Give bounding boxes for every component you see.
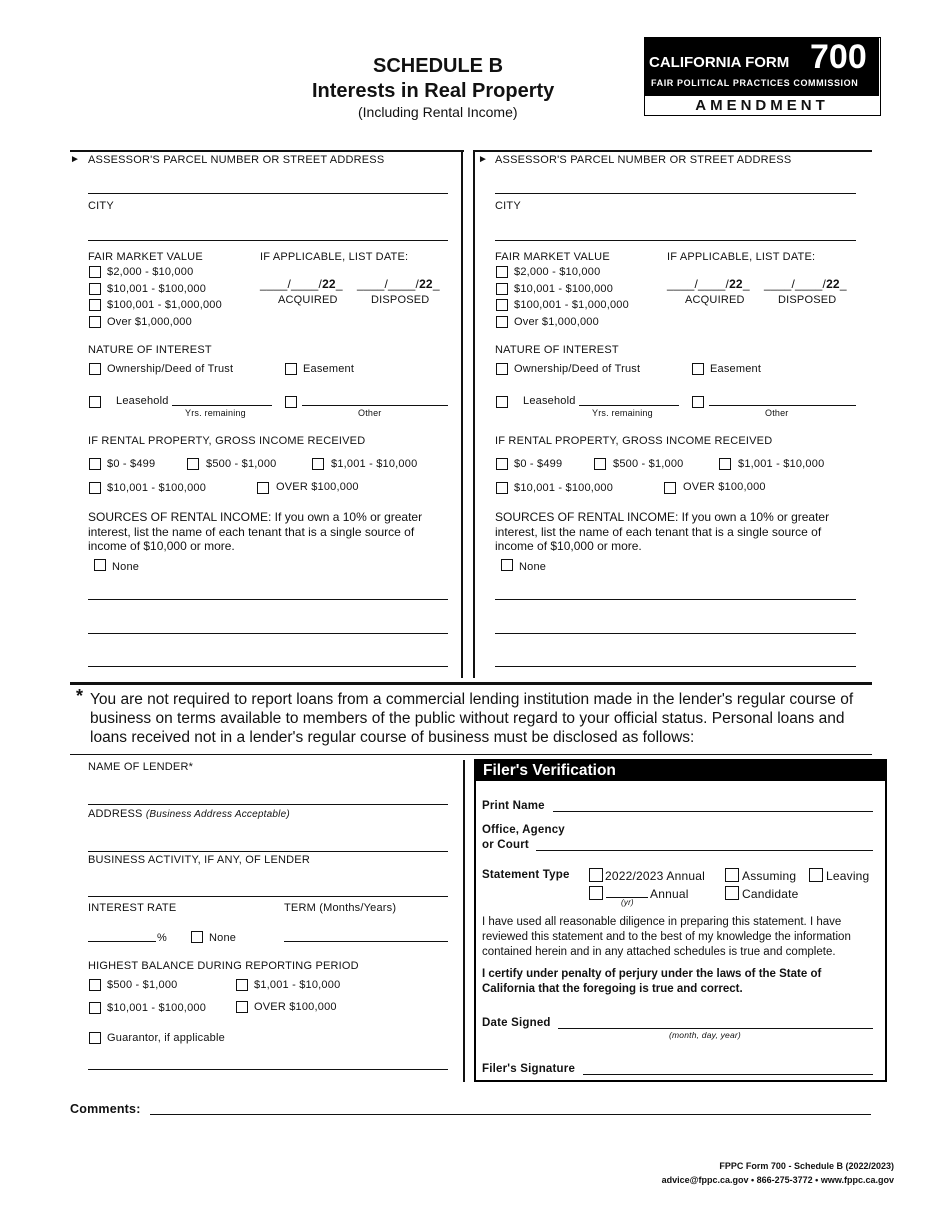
comments-label: Comments: [70, 1102, 141, 1116]
leaving-checkbox[interactable] [809, 868, 823, 882]
assuming-label: Assuming [742, 869, 797, 883]
property-top-rule-right [474, 150, 872, 152]
lender-name-label: NAME OF LENDER* [88, 761, 194, 773]
tenant-line-2[interactable] [495, 633, 856, 634]
fmv-checkbox-3[interactable] [89, 299, 101, 311]
fmv-option-2: $10,001 - $100,000 [107, 283, 207, 295]
asterisk: * [76, 686, 84, 706]
disposed-year: 22 [826, 277, 840, 291]
rental-checkbox-5[interactable] [664, 482, 676, 494]
rental-checkbox-3[interactable] [719, 458, 731, 470]
page-subtitle: (Including Rental Income) [358, 104, 518, 120]
form-badge [644, 37, 881, 116]
candidate-label: Candidate [742, 887, 799, 901]
rental-option-4: $10,001 - $100,000 [514, 482, 614, 494]
rental-checkbox-4[interactable] [496, 482, 508, 494]
rental-option-5: OVER $100,000 [276, 481, 359, 493]
sources-text [88, 510, 448, 554]
fmv-label: FAIR MARKET VALUE [88, 251, 203, 263]
tenant-line-1[interactable] [88, 599, 448, 600]
rental-option-5: OVER $100,000 [683, 481, 766, 493]
diligence-line-2: reviewed this statement and to the best of my knowledge the information [482, 931, 851, 943]
easement-label: Easement [710, 363, 762, 375]
sources-text [495, 510, 856, 554]
disposed-label: DISPOSED [778, 294, 837, 306]
sources-none-checkbox[interactable] [501, 559, 513, 571]
parcel-label: ASSESSOR'S PARCEL NUMBER OR STREET ADDRESS [495, 154, 792, 166]
signature-label: Filer's Signature [482, 1063, 576, 1075]
sources-line-2: interest, list the name of each tenant that is a single source of [495, 524, 822, 539]
balance-option-1: $500 - $1,000 [107, 979, 178, 991]
date-label: IF APPLICABLE, LIST DATE: [667, 251, 816, 263]
city-label: CITY [495, 200, 521, 212]
acquired-date-field[interactable]: ____/____/22_ [260, 277, 343, 291]
print-name-field[interactable] [553, 811, 873, 812]
arrow-icon: ► [70, 154, 81, 165]
lender-address-field[interactable] [88, 851, 448, 852]
guarantor-label: Guarantor, if applicable [107, 1032, 225, 1044]
fmv-option-1: $2,000 - $10,000 [514, 266, 601, 278]
loan-note-rule [70, 754, 872, 755]
column-divider-b [473, 150, 475, 678]
lender-divider [463, 760, 465, 1082]
leasehold-label: Leasehold [523, 395, 576, 407]
form-number: 700 [810, 38, 867, 76]
footer-form-ref: FPPC Form 700 - Schedule B (2022/2023) [719, 1161, 894, 1171]
verification-title: Filer's Verification [483, 762, 616, 779]
page-title: Interests in Real Property [312, 80, 555, 102]
ownership-checkbox[interactable] [89, 363, 101, 375]
commission-label: FAIR POLITICAL PRACTICES COMMISSION [651, 78, 859, 88]
fmv-option-3: $100,001 - $1,000,000 [107, 299, 222, 311]
date-signed-label: Date Signed [482, 1017, 551, 1029]
loan-section-rule [70, 682, 872, 685]
rental-checkbox-3[interactable] [312, 458, 324, 470]
date-signed-field[interactable] [558, 1028, 873, 1029]
assuming-checkbox[interactable] [725, 868, 739, 882]
fmv-checkbox-4[interactable] [496, 316, 508, 328]
signature-field[interactable] [583, 1074, 873, 1075]
year-hint: (yr) [621, 898, 634, 907]
rental-checkbox-5[interactable] [257, 482, 269, 494]
city-label: CITY [88, 200, 114, 212]
balance-option-2: $1,001 - $10,000 [254, 979, 341, 991]
balance-checkbox-2[interactable] [236, 979, 248, 991]
office-label-1: Office, Agency [482, 824, 565, 836]
fmv-checkbox-2[interactable] [496, 283, 508, 295]
certify-line-2: California that the foregoing is true and correct. [482, 983, 743, 995]
date-hint: (month, day, year) [669, 1030, 741, 1040]
tenant-line-1[interactable] [495, 599, 856, 600]
acquired-year: 22 [322, 277, 336, 291]
rental-checkbox-1[interactable] [496, 458, 508, 470]
interest-rate-label: INTEREST RATE [88, 902, 177, 914]
other-checkbox[interactable] [285, 396, 297, 408]
rental-label: IF RENTAL PROPERTY, GROSS INCOME RECEIVED [495, 435, 773, 447]
disposed-date-field[interactable]: ____/____/22_ [357, 277, 440, 291]
acquired-date-field[interactable]: ____/____/22_ [667, 277, 750, 291]
property-top-rule-left [70, 150, 464, 152]
guarantor-checkbox[interactable] [89, 1032, 101, 1044]
schedule-label: SCHEDULE B [373, 55, 504, 77]
certify-line-1: I certify under penalty of perjury under the laws of the State of [482, 968, 822, 980]
city-field[interactable] [495, 240, 856, 241]
parcel-field[interactable] [88, 193, 448, 194]
fmv-checkbox-1[interactable] [89, 266, 101, 278]
rental-option-2: $500 - $1,000 [613, 458, 684, 470]
sources-line-3: income of $10,000 or more. [495, 539, 642, 553]
tenant-line-2[interactable] [88, 633, 448, 634]
print-name-label: Print Name [482, 800, 545, 812]
loan-note [90, 690, 870, 747]
percent-label: % [157, 932, 167, 944]
yrs-remaining-label: Yrs. remaining [592, 408, 653, 418]
yrs-remaining-label: Yrs. remaining [185, 408, 246, 418]
lender-activity-label: BUSINESS ACTIVITY, IF ANY, OF LENDER [88, 854, 310, 866]
guarantor-field[interactable] [88, 1069, 448, 1070]
lender-address-label [88, 808, 290, 820]
fmv-checkbox-1[interactable] [496, 266, 508, 278]
rental-checkbox-4[interactable] [89, 482, 101, 494]
ownership-checkbox[interactable] [496, 363, 508, 375]
sources-line-3: income of $10,000 or more. [88, 539, 235, 553]
leasehold-checkbox[interactable] [89, 396, 101, 408]
interest-rate-field[interactable] [88, 941, 156, 942]
sources-line-2: interest, list the name of each tenant that is a single source of [88, 524, 415, 539]
certify-text [482, 967, 880, 997]
tenant-line-3[interactable] [88, 666, 448, 667]
fmv-checkbox-2[interactable] [89, 283, 101, 295]
term-label: TERM (Months/Years) [284, 902, 397, 914]
other-label: Other [358, 408, 382, 418]
fmv-checkbox-3[interactable] [496, 299, 508, 311]
annual-2022-checkbox[interactable] [589, 868, 603, 882]
acquired-label: ACQUIRED [278, 294, 338, 306]
office-label-2: or Court [482, 839, 529, 851]
diligence-line-1: I have used all reasonable diligence in preparing this statement. I have [482, 916, 842, 928]
loan-note-line-2: business on terms available to members of the public without regard to your official status. Personal loans and [90, 710, 845, 727]
candidate-checkbox[interactable] [725, 886, 739, 900]
leasehold-checkbox[interactable] [496, 396, 508, 408]
fmv-checkbox-4[interactable] [89, 316, 101, 328]
ownership-label: Ownership/Deed of Trust [514, 363, 641, 375]
interest-none-label: None [209, 932, 237, 944]
amendment-label: AMENDMENT [695, 97, 829, 114]
fmv-label: FAIR MARKET VALUE [495, 251, 610, 263]
lender-name-field[interactable] [88, 804, 448, 805]
fmv-option-3: $100,001 - $1,000,000 [514, 299, 629, 311]
other-checkbox[interactable] [692, 396, 704, 408]
rental-option-1: $0 - $499 [514, 458, 563, 470]
sources-line-1: SOURCES OF RENTAL INCOME: If you own a 10% or greater [88, 510, 423, 524]
fmv-option-1: $2,000 - $10,000 [107, 266, 194, 278]
rental-option-4: $10,001 - $100,000 [107, 482, 207, 494]
balance-label: HIGHEST BALANCE DURING REPORTING PERIOD [88, 960, 359, 972]
easement-label: Easement [303, 363, 355, 375]
sources-none-label: None [112, 561, 140, 573]
yrs-remaining-field[interactable] [172, 405, 272, 406]
office-field[interactable] [536, 850, 873, 851]
other-field[interactable] [302, 405, 448, 406]
annual-checkbox[interactable] [589, 886, 603, 900]
leasehold-label: Leasehold [116, 395, 169, 407]
arrow-icon: ► [478, 154, 489, 165]
sources-none-label: None [519, 561, 547, 573]
comments-field[interactable] [150, 1114, 871, 1115]
term-field[interactable] [284, 941, 448, 942]
ownership-label: Ownership/Deed of Trust [107, 363, 234, 375]
acquired-label: ACQUIRED [685, 294, 745, 306]
loan-note-line-1: You are not required to report loans from a commercial lending institution made in the lender's regular course of [90, 691, 854, 708]
disposed-date-field[interactable]: ____/____/22_ [764, 277, 847, 291]
rental-option-3: $1,001 - $10,000 [331, 458, 418, 470]
diligence-text [482, 915, 880, 960]
form-label: CALIFORNIA FORM [649, 54, 790, 71]
balance-checkbox-3[interactable] [89, 1002, 101, 1014]
statement-type-label: Statement Type [482, 869, 570, 881]
fmv-option-2: $10,001 - $100,000 [514, 283, 614, 295]
yrs-remaining-field[interactable] [579, 405, 679, 406]
disposed-label: DISPOSED [371, 294, 430, 306]
nature-label: NATURE OF INTEREST [88, 344, 212, 356]
column-divider-a [461, 150, 463, 678]
date-label: IF APPLICABLE, LIST DATE: [260, 251, 409, 263]
easement-checkbox[interactable] [285, 363, 297, 375]
city-field[interactable] [88, 240, 448, 241]
nature-label: NATURE OF INTEREST [495, 344, 619, 356]
leaving-label: Leaving [826, 869, 870, 883]
fmv-option-4: Over $1,000,000 [107, 316, 192, 328]
other-field[interactable] [709, 405, 856, 406]
other-label: Other [765, 408, 789, 418]
verification-box [474, 759, 887, 1082]
balance-checkbox-4[interactable] [236, 1001, 248, 1013]
fmv-option-4: Over $1,000,000 [514, 316, 599, 328]
rental-option-2: $500 - $1,000 [206, 458, 277, 470]
interest-none-checkbox[interactable] [191, 931, 203, 943]
address-label-text: ADDRESS [88, 808, 143, 820]
rental-checkbox-1[interactable] [89, 458, 101, 470]
rental-option-3: $1,001 - $10,000 [738, 458, 825, 470]
sources-none-checkbox[interactable] [94, 559, 106, 571]
footer-contact: advice@fppc.ca.gov • 866-275-3772 • www.fppc.ca.gov [661, 1175, 894, 1185]
rental-checkbox-2[interactable] [594, 458, 606, 470]
rental-option-1: $0 - $499 [107, 458, 156, 470]
balance-checkbox-1[interactable] [89, 979, 101, 991]
balance-option-3: $10,001 - $100,000 [107, 1002, 207, 1014]
tenant-line-3[interactable] [495, 666, 856, 667]
easement-checkbox[interactable] [692, 363, 704, 375]
parcel-field[interactable] [495, 193, 856, 194]
sources-line-1: SOURCES OF RENTAL INCOME: If you own a 10% or greater [495, 510, 830, 524]
diligence-line-3: contained herein and in any attached schedules is true and complete. [482, 946, 836, 958]
address-note: (Business Address Acceptable) [145, 809, 290, 820]
annual-label: Annual [650, 887, 689, 901]
loan-note-line-3: loans received not in a lender's regular course of business must be disclosed as follows: [90, 729, 695, 746]
parcel-label: ASSESSOR'S PARCEL NUMBER OR STREET ADDRESS [88, 154, 385, 166]
acquired-year: 22 [729, 277, 743, 291]
disposed-year: 22 [419, 277, 433, 291]
balance-option-4: OVER $100,000 [254, 1001, 337, 1013]
rental-checkbox-2[interactable] [187, 458, 199, 470]
rental-label: IF RENTAL PROPERTY, GROSS INCOME RECEIVED [88, 435, 366, 447]
annual-2022-label: 2022/2023 Annual [605, 869, 705, 883]
lender-activity-field[interactable] [88, 896, 448, 897]
